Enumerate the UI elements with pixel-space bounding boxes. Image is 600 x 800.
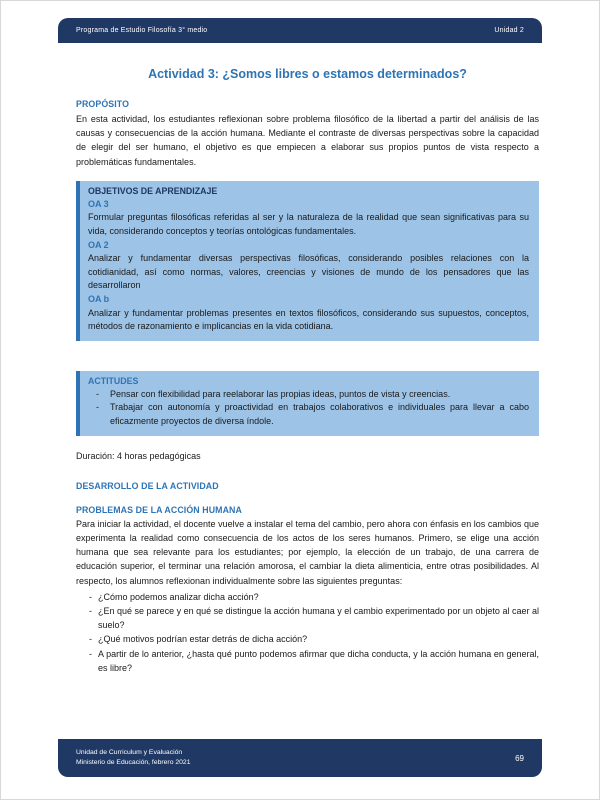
- proposito-heading: PROPÓSITO: [76, 99, 130, 109]
- question-item: [76, 632, 539, 646]
- actitud-item: [88, 401, 529, 428]
- problemas-heading: PROBLEMAS DE LA ACCIÓN HUMANA: [76, 504, 242, 515]
- oa-item: [88, 239, 529, 293]
- page-footer-bar: [58, 739, 542, 777]
- duration-text: Duración: 4 horas pedagógicas: [76, 450, 201, 461]
- bullet-dash: -: [89, 648, 92, 659]
- question-text: ¿Qué motivos podrían estar detrás de dicha acción?: [98, 634, 308, 645]
- desarrollo-heading: DESARROLLO DE LA ACTIVIDAD: [76, 480, 219, 491]
- actitudes-box: [76, 371, 539, 436]
- footer-line1: Unidad de Curriculum y Evaluación: [76, 749, 183, 756]
- page-number: 69: [515, 753, 524, 763]
- header-unit-label: Unidad 2: [494, 27, 524, 34]
- page-content: [76, 43, 539, 675]
- question-text: ¿En qué se parece y en qué se distingue la acción humana y el cambio experimentado por un objeto al caer al suelo?: [98, 605, 539, 631]
- objetivos-box: [76, 181, 539, 341]
- objetivos-heading: OBJETIVOS DE APRENDIZAJE: [88, 185, 218, 196]
- question-item: [76, 604, 539, 632]
- oa-item: [88, 198, 529, 239]
- activity-title: Actividad 3: ¿Somos libres o estamos determinados?: [148, 67, 467, 81]
- oa-code: OA 2: [88, 239, 109, 250]
- oa-code: OA 3: [88, 198, 109, 209]
- oa-text: Analizar y fundamentar diversas perspectivas filosóficas, considerando posibles relaciones con la cotidianidad, así como normas, valores, creencias y visiones de mundo de los pensadores que las desarrollaron: [88, 253, 529, 291]
- question-list: [76, 590, 539, 675]
- actitudes-heading: ACTITUDES: [88, 375, 139, 386]
- actitud-text: Trabajar con autonomía y proactividad en trabajos colaborativos e individuales para llevar a cabo eficazmente proyectos de diversa índole.: [110, 402, 529, 426]
- actitud-text: Pensar con flexibilidad para reelaborar las propias ideas, puntos de vista y creencias.: [110, 388, 451, 399]
- desarrollo-intro-paragraph: Para iniciar la actividad, el docente vuelve a instalar el tema del cambio, pero ahora con énfasis en los cambios que experimenta la realidad como consecuencia de los actos de los seres humanos. Primero, se elige una acción humana que sea relevante para los estudiantes; por ejemplo, la elección de un trabajo, de una carrera de educación superior, el terminar una relación amorosa, el cambiar la dieta alimenticia, entre otras posibilidades. Al respecto, los alumnos reflexionan individualmente sobre las siguientes preguntas:: [76, 518, 539, 586]
- actitud-item: [88, 388, 529, 402]
- question-text: A partir de lo anterior, ¿hasta qué punto podemos afirmar que dicha conducta, y la acción humana en general, es libre?: [98, 648, 539, 673]
- page-header-bar: [58, 18, 542, 43]
- bullet-dash: -: [89, 591, 92, 602]
- bullet-dash: -: [96, 388, 99, 399]
- proposito-paragraph: En esta actividad, los estudiantes reflexionan sobre problema filosófico de la libertad a partir del análisis de las causas y consecuencias de la acción humana. Mediante el contraste de diversas perspectivas sobre la capacidad de elegir del ser humano, el objetivo es que empiecen a elaborar sus propios puntos de vista respecto a problemáticas fundamentales.: [76, 114, 539, 167]
- bullet-dash: -: [89, 605, 92, 616]
- oa-text: Formular preguntas filosóficas referidas al ser y la naturaleza de la realidad que sean significativas para su vida, considerando conceptos y teorías ontológicas fundamentales.: [88, 212, 529, 236]
- question-item: [76, 647, 539, 675]
- oa-text: Analizar y fundamentar problemas presentes en textos filosóficos, considerando sus supuestos, conceptos, métodos de razonamiento e implicancias en la vida cotidiana.: [88, 307, 529, 332]
- bullet-dash: -: [96, 402, 99, 413]
- header-program-title: Programa de Estudio Filosofía 3° medio: [76, 27, 208, 34]
- question-item: [76, 590, 539, 604]
- bullet-dash: -: [89, 634, 92, 645]
- question-text: ¿Cómo podemos analizar dicha acción?: [98, 591, 259, 602]
- footer-line2: Ministerio de Educación, febrero 2021: [76, 759, 191, 766]
- oa-code: OA b: [88, 293, 110, 304]
- oa-item: [88, 293, 529, 334]
- footer-institution: [76, 748, 190, 768]
